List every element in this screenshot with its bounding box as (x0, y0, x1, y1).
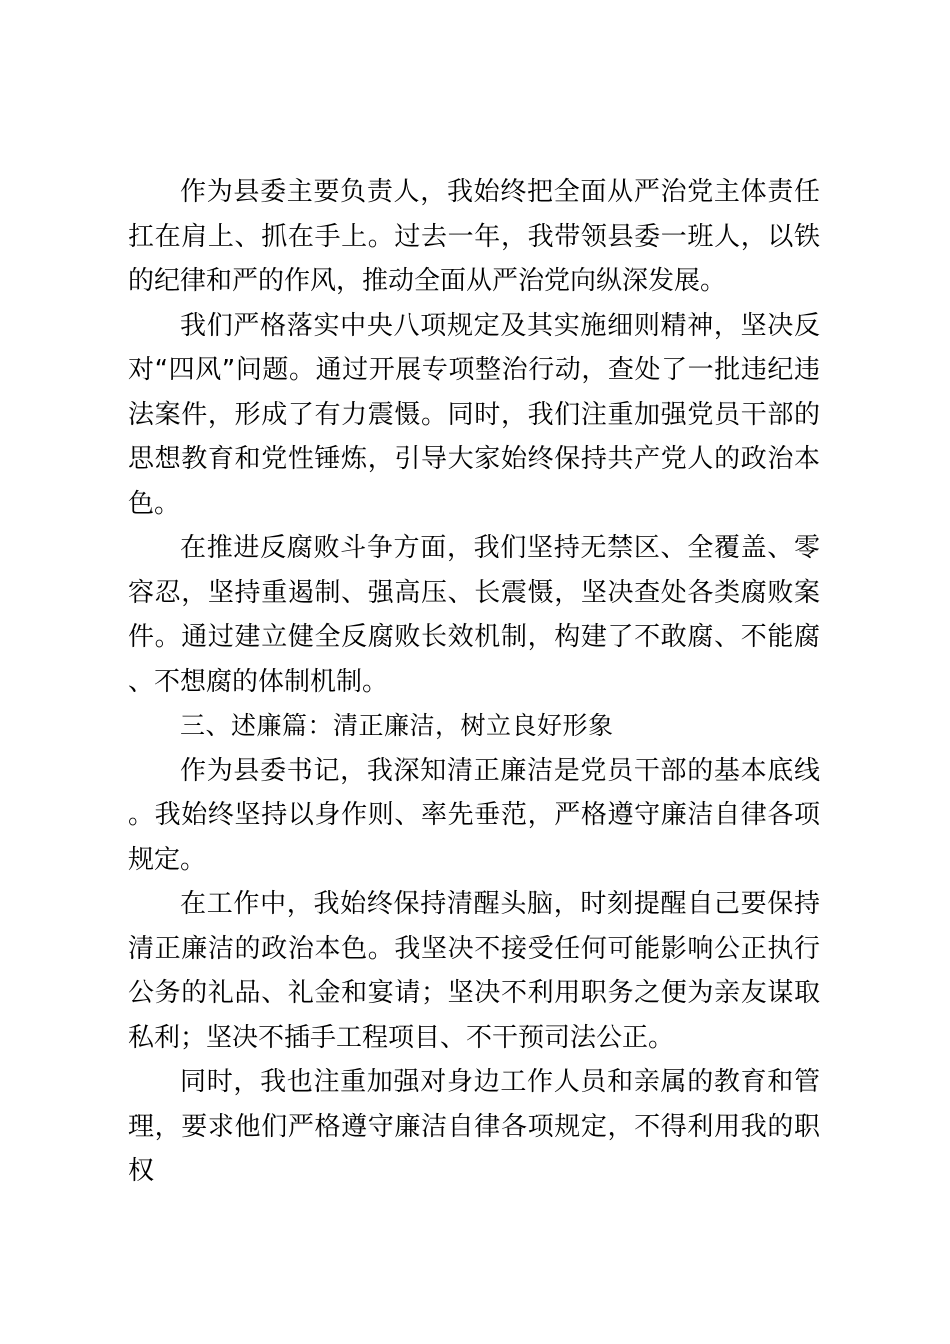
section-heading: 三、述廉篇：清正廉洁，树立良好形象 (180, 711, 614, 740)
paragraph-integrity-baseline: 作为县委书记，我深知清正廉洁是党员干部的基本底线。我始终坚持以身作则、率先垂范，严格遵守廉洁自律各项规定。 (128, 755, 820, 875)
paragraph-eight-rules: 我们严格落实中央八项规定及其实施细则精神，坚决反对“四风”问题。通过开展专项整治行动，查处了一批违纪违法案件，形成了有力震慑。同时，我们注重加强党员干部的思想教育和党性锤炼，引导大家始终保持共产党人的政治本色。 (128, 310, 820, 519)
paragraph-responsibility: 作为县委主要负责人，我始终把全面从严治党主体责任扛在肩上、抓在手上。过去一年，我带领县委一班人，以铁的纪律和严的作风，推动全面从严治党向纵深发展。 (128, 177, 820, 296)
paragraph-staff-management: 同时，我也注重加强对身边工作人员和亲属的教育和管理，要求他们严格遵守廉洁自律各项规定，不得利用我的职权 (128, 1067, 820, 1186)
paragraph-work-integrity: 在工作中，我始终保持清醒头脑，时刻提醒自己要保持清正廉洁的政治本色。我坚决不接受任何可能影响公正执行公务的礼品、礼金和宴请；坚决不利用职务之便为亲友谋取私利；坚决不插手工程项目、不干预司法公正。 (128, 889, 820, 1053)
paragraph-anti-corruption: 在推进反腐败斗争方面，我们坚持无禁区、全覆盖、零容忍，坚持重遏制、强高压、长震慑，坚决查处各类腐败案件。通过建立健全反腐败长效机制，构建了不敢腐、不能腐、不想腐的体制机制。 (128, 533, 820, 697)
document-body (128, 170, 820, 1194)
